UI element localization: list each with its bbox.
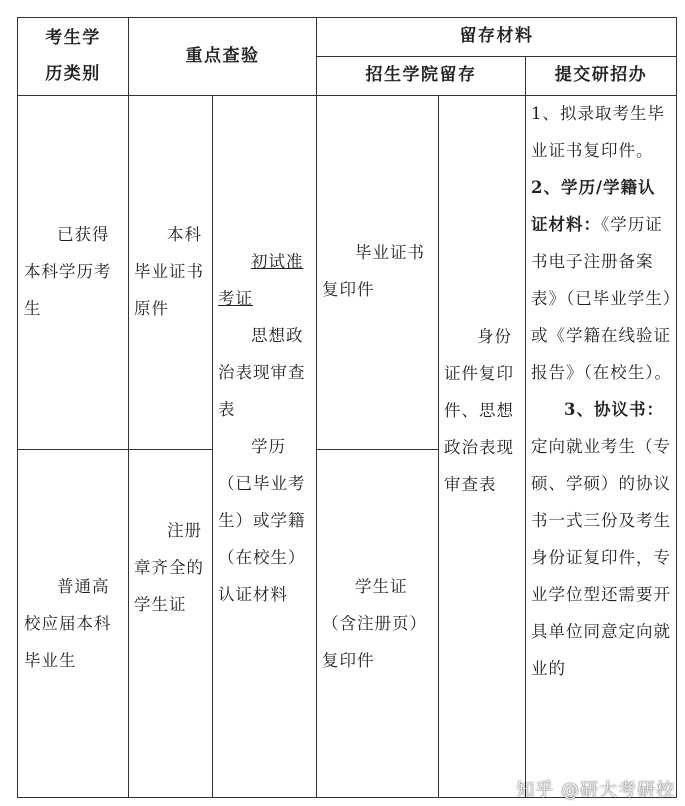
category-graduated: 已获得本科学历考生 bbox=[24, 225, 112, 318]
submit-item-verification-title: 2、学历/学籍认证材料： bbox=[531, 178, 656, 234]
common-check-degree-verification: 学历（已毕业考生）或学籍（在校生）认证材料 bbox=[218, 437, 306, 604]
check-graduated: 本科毕业证书原件 bbox=[134, 225, 204, 318]
common-check-admission-ticket: 初试准考证 bbox=[218, 252, 304, 308]
submit-item-agreement-title: 3、协议书： bbox=[564, 400, 664, 419]
table-rule-col3 bbox=[316, 17, 317, 798]
common-check-cell bbox=[218, 243, 311, 613]
header-category-line1: 考生学 bbox=[45, 28, 101, 48]
table-rule-col2 bbox=[212, 95, 213, 798]
header-category bbox=[18, 20, 128, 92]
common-check-political-review: 思想政治表现审查表 bbox=[218, 326, 306, 419]
check-current: 注册章齐全的学生证 bbox=[134, 521, 204, 614]
submit-item-verification-body: 《学历证书电子注册备案表》（已毕业学生）或《学籍在线验证报告》（在校生）。 bbox=[531, 215, 672, 382]
submit-item-agreement-body: 定向就业考生（专硕、学硕）的协议书一式三份及考生身份证复印件，专业学位型还需要开具单位同意定向就业的 bbox=[531, 437, 671, 678]
table-rule-row-split-middle bbox=[316, 449, 439, 450]
header-category-line2: 历类别 bbox=[45, 64, 101, 84]
header-submit-office: 提交研招办 bbox=[554, 65, 648, 85]
keep-common: 身份证件复印件、思想政治表现审查表 bbox=[444, 327, 514, 494]
table-rule-col4 bbox=[438, 95, 439, 798]
header-key-check: 重点查验 bbox=[185, 46, 260, 66]
zhihu-watermark: 知乎 @研大考研校 bbox=[516, 780, 675, 801]
submit-item-diploma-copy: 1、拟录取考生毕业证书复印件。 bbox=[531, 104, 665, 160]
category-current: 普通高校应届本科毕业生 bbox=[24, 577, 112, 670]
table-rule-row-split-left bbox=[17, 449, 213, 450]
submit-item-verification bbox=[531, 169, 672, 391]
header-school-keep: 招生学院留存 bbox=[365, 65, 477, 85]
table-rule-col5 bbox=[525, 56, 526, 798]
keep-current: 学生证（含注册页）复印件 bbox=[322, 577, 427, 670]
submit-item-agreement bbox=[531, 391, 672, 687]
header-retained-materials: 留存材料 bbox=[459, 26, 534, 46]
table-rule-col1 bbox=[128, 17, 129, 798]
table-border-right bbox=[676, 17, 677, 798]
keep-graduated: 毕业证书复印件 bbox=[322, 243, 425, 299]
submit-cell bbox=[531, 95, 672, 687]
table-border-left bbox=[17, 17, 18, 798]
